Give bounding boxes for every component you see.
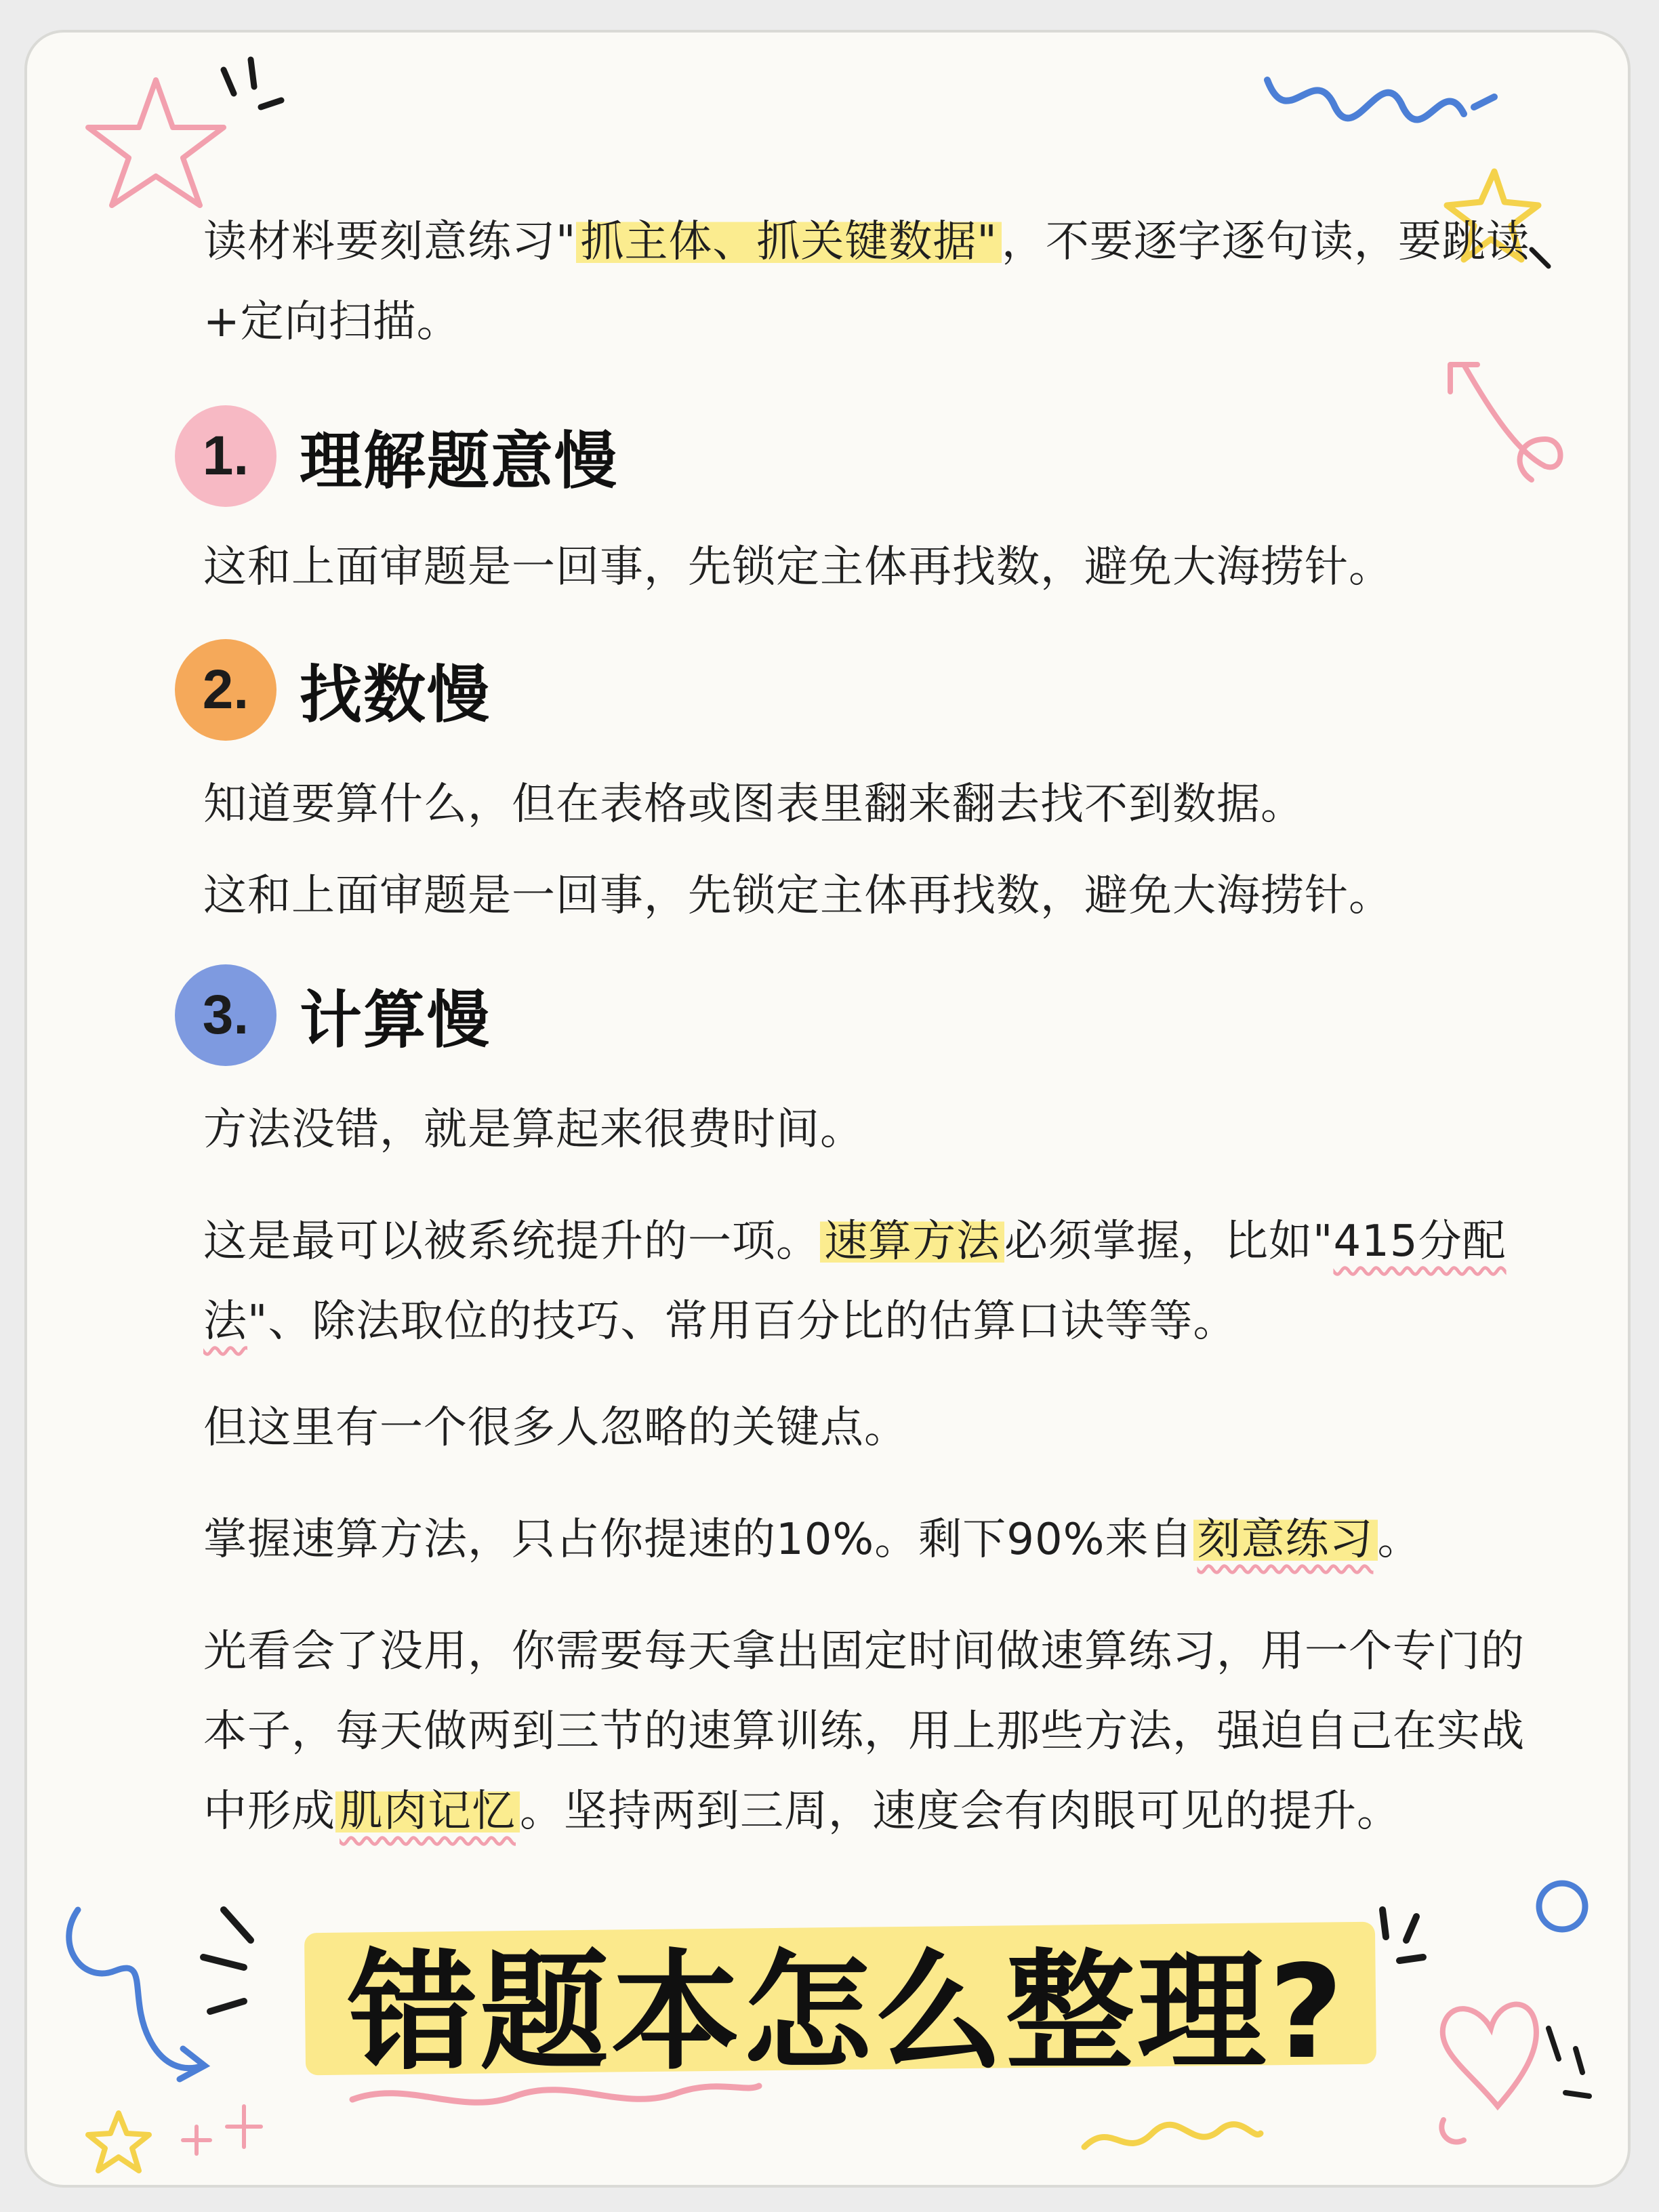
para2-post: "、除法取位的技巧、常用百分比的估算口诀等等。 bbox=[247, 1296, 1237, 1347]
section-3-paragraph-4 bbox=[203, 1500, 1532, 1580]
para5-post: 。坚持两到三周，速度会有肉眼可见的提升。 bbox=[520, 1786, 1401, 1837]
footer-title: 错题本怎么整理? bbox=[348, 1937, 1347, 2087]
section-3-paragraph-5 bbox=[203, 1612, 1532, 1851]
section-1-paragraph: 这和上面审题是一回事，先锁定主体再找数，避免大海捞针。 bbox=[203, 542, 1393, 592]
method-name-underline: 415分配法 bbox=[203, 1216, 1507, 1347]
intro-paragraph bbox=[203, 202, 1532, 362]
number-badge-1: 1. bbox=[175, 405, 276, 507]
section-2-paragraph-1: 知道要算什么，但在表格或图表里翻来翻去找不到数据。 bbox=[203, 779, 1305, 830]
blue-arrow-icon bbox=[69, 1910, 205, 2079]
section-3-paragraph-2 bbox=[203, 1202, 1532, 1361]
para2-mid: 必须掌握，比如" bbox=[1004, 1216, 1334, 1267]
intro-text-pre: 读材料要刻意练习" bbox=[203, 217, 577, 267]
section-3-title: 计算慢 bbox=[300, 984, 491, 1057]
section-3-paragraph-1: 方法没错，就是算起来很费时间。 bbox=[203, 1105, 864, 1155]
section-3-paragraph-3: 但这里有一个很多人忽略的关键点。 bbox=[203, 1403, 908, 1453]
blue-squiggle-icon bbox=[1267, 80, 1494, 120]
section-2-heading bbox=[175, 636, 491, 744]
sparkle-lines-icon bbox=[224, 60, 281, 107]
yellow-star-small-icon bbox=[88, 2113, 149, 2171]
para5-pre: 光看会了没用，你需要每天拿出固定时间做速算练习，用一个专门的本子，每天做两到三节的速算训练，用上那些方法，强迫自己在实战中形成 bbox=[203, 1626, 1525, 1837]
note-card bbox=[24, 30, 1631, 2188]
number-badge-3: 3. bbox=[175, 964, 276, 1066]
section-1-heading bbox=[175, 402, 618, 510]
para2-pre: 这是最可以被系统提升的一项。 bbox=[203, 1216, 820, 1267]
yellow-squiggle-icon bbox=[1084, 2125, 1261, 2147]
pink-star-icon bbox=[88, 80, 224, 205]
lines-right-icon bbox=[1549, 2028, 1589, 2096]
muscle-memory-highlight: 肌肉记忆 bbox=[335, 1786, 520, 1837]
section-3-heading bbox=[175, 961, 491, 1069]
deliberate-practice-highlight: 刻意练习 bbox=[1193, 1515, 1378, 1565]
para4-post: 。 bbox=[1377, 1515, 1422, 1565]
intro-text-post: ，不要逐字逐句读，要跳读+定向扫描。 bbox=[203, 217, 1530, 347]
number-badge-2: 2. bbox=[175, 639, 276, 741]
section-1-title: 理解题意慢 bbox=[300, 425, 619, 497]
section-2-title: 找数慢 bbox=[300, 659, 491, 731]
pink-heart-icon bbox=[1441, 2005, 1536, 2142]
blue-circle-icon bbox=[1539, 1883, 1585, 1929]
section-2-paragraph-2: 这和上面审题是一回事，先锁定主体再找数，避免大海捞针。 bbox=[203, 871, 1393, 921]
para4-pre: 掌握速算方法，只占你提速的10%。剩下90%来自 bbox=[203, 1515, 1193, 1565]
speed-method-highlight: 速算方法 bbox=[820, 1216, 1004, 1267]
pink-arrow-icon bbox=[1450, 365, 1561, 480]
plus-sparkle-icon bbox=[183, 2106, 261, 2154]
intro-highlight: 抓主体、抓关键数据" bbox=[576, 217, 1001, 267]
